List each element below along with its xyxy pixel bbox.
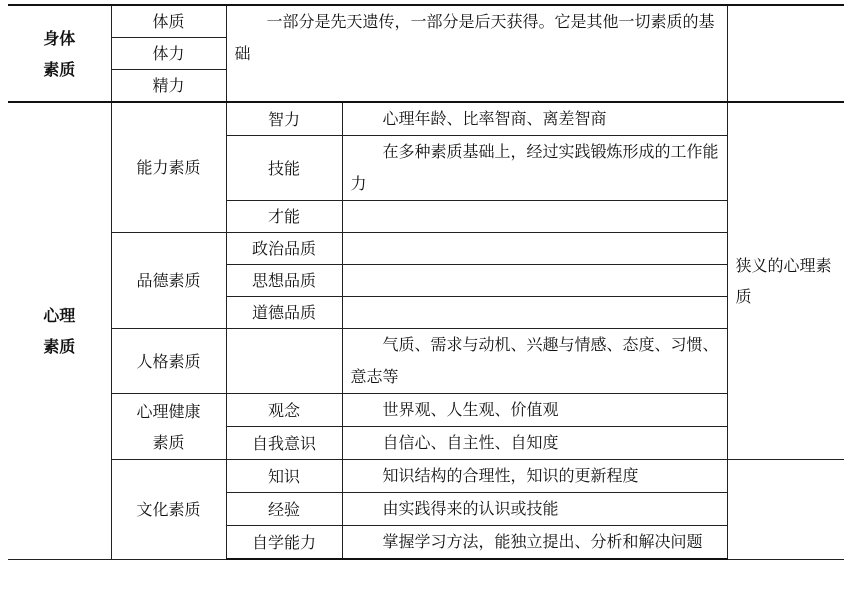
personality-desc: 气质、需求与动机、兴趣与情感、态度、习惯、意志等 (342, 329, 727, 394)
culture-experience-desc: 由实践得来的认识或技能 (342, 493, 727, 526)
culture-note (727, 460, 844, 560)
narrow-note-text: 狭义的心理素质 (735, 256, 832, 306)
item-strength: 体力 (111, 38, 226, 70)
ability-skill: 技能 (226, 136, 342, 201)
mental-concept-desc: 世界观、人生观、价值观 (342, 394, 727, 427)
mental-self-awareness-desc: 自信心、自主性、自知度 (342, 427, 727, 460)
item-constitution: 体质 (111, 5, 226, 38)
item-energy: 精力 (111, 70, 226, 103)
ability-skill-desc: 在多种素质基础上，经过实践锻炼形成的工作能力 (342, 136, 727, 201)
category-physical-line1: 身体 (43, 28, 76, 48)
moral-ethical-desc (342, 297, 727, 329)
ability-intelligence-desc: 心理年龄、比率智商、离差智商 (342, 102, 727, 136)
culture-self-learning: 自学能力 (226, 526, 342, 560)
culture-knowledge-desc: 知识结构的合理性，知识的更新程度 (342, 460, 727, 493)
group-culture: 文化素质 (111, 460, 226, 560)
narrow-psychological-note (727, 102, 844, 460)
group-mental-health (111, 394, 226, 460)
category-psychological-line1: 心理 (43, 305, 76, 325)
category-physical-line2: 素质 (43, 59, 76, 79)
group-personality: 人格素质 (111, 329, 226, 394)
moral-ethical: 道德品质 (226, 297, 342, 329)
ability-talent: 才能 (226, 201, 342, 233)
mental-self-awareness: 自我意识 (226, 427, 342, 460)
moral-ideological: 思想品质 (226, 265, 342, 297)
physical-note (727, 5, 844, 102)
culture-self-learning-desc: 掌握学习方法，能独立提出、分析和解决问题 (342, 526, 727, 560)
personality-item (226, 329, 342, 394)
moral-political-desc (342, 233, 727, 265)
physical-description: 一部分是先天遗传，一部分是后天获得。它是其他一切素质的基础 (226, 5, 727, 102)
moral-political: 政治品质 (226, 233, 342, 265)
quality-classification-table (8, 4, 844, 560)
category-psychological-line2: 素质 (43, 336, 76, 356)
ability-intelligence: 智力 (226, 102, 342, 136)
group-ability: 能力素质 (111, 102, 226, 233)
mental-health-line2: 素质 (152, 432, 185, 452)
moral-ideological-desc (342, 265, 727, 297)
mental-concept: 观念 (226, 394, 342, 427)
category-physical (8, 5, 111, 102)
culture-knowledge: 知识 (226, 460, 342, 493)
culture-experience: 经验 (226, 493, 342, 526)
mental-health-line1: 心理健康 (136, 401, 201, 421)
ability-talent-desc (342, 201, 727, 233)
category-psychological (8, 102, 111, 559)
group-moral: 品德素质 (111, 233, 226, 329)
